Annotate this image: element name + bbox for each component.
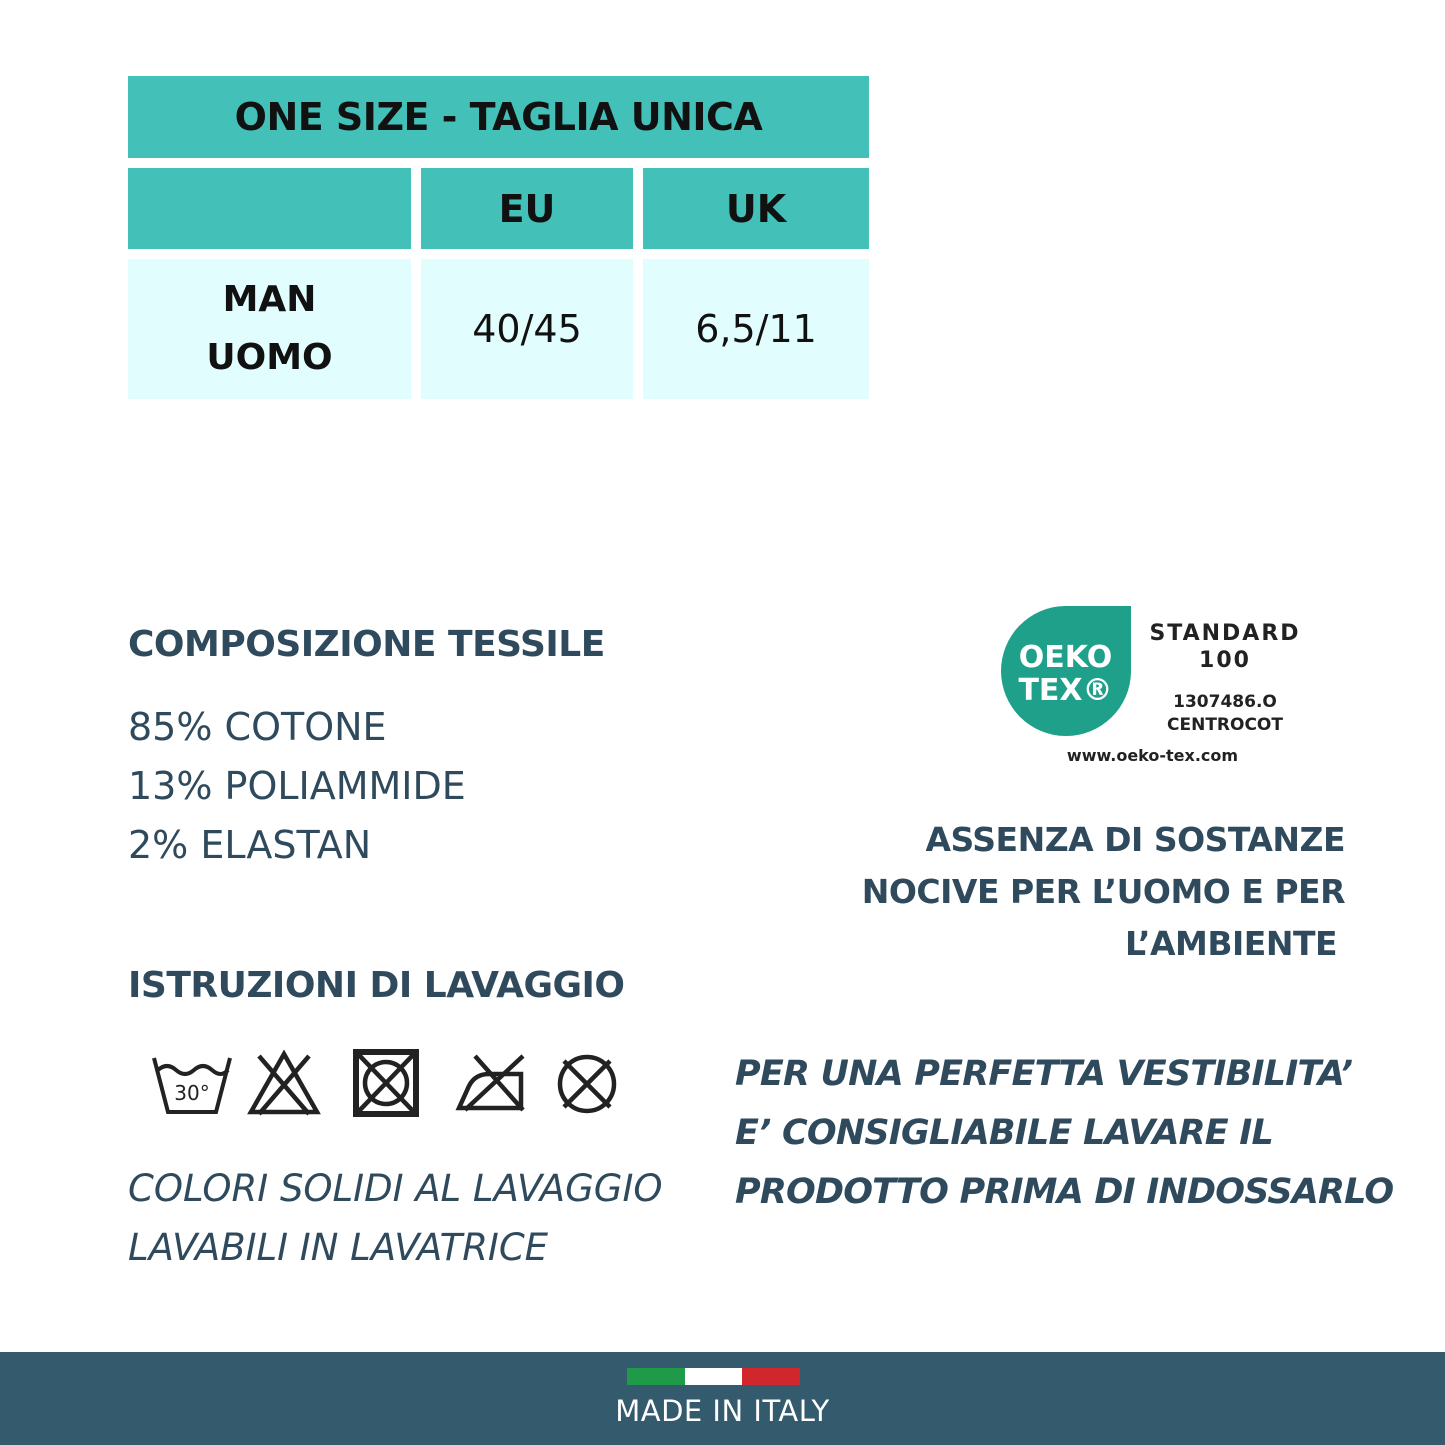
certification-description: L’AMBIENTE xyxy=(1125,924,1337,963)
oeko-certificate-code: 1307486.O xyxy=(1173,692,1277,712)
size-row-eu-value: 40/45 xyxy=(421,259,633,399)
size-row-label-it: UOMO xyxy=(206,337,333,378)
oeko-tex-logo-text: OEKO xyxy=(1018,640,1113,675)
washing-title: ISTRUZIONI DI LAVAGGIO xyxy=(128,965,625,1006)
flag-stripe-white xyxy=(685,1368,743,1385)
no-dry-clean-icon xyxy=(554,1048,620,1118)
oeko-standard-label: STANDARD xyxy=(1149,621,1301,646)
composition-title: COMPOSIZIONE TESSILE xyxy=(128,624,605,665)
oeko-standard-number: 100 xyxy=(1199,648,1251,673)
fit-advice: PER UNA PERFETTA VESTIBILITA’ xyxy=(735,1054,1353,1094)
composition-item: 13% POLIAMMIDE xyxy=(128,764,466,808)
size-row-label-en: MAN xyxy=(222,279,317,320)
flag-stripe-red xyxy=(742,1368,800,1385)
no-tumble-dry-icon xyxy=(352,1048,420,1118)
size-table-header-empty xyxy=(128,168,411,249)
care-note: COLORI SOLIDI AL LAVAGGIO xyxy=(128,1167,663,1210)
size-row-uk-value: 6,5/11 xyxy=(643,259,869,399)
certification-description: NOCIVE PER L’UOMO E PER xyxy=(861,872,1345,911)
italian-flag-icon xyxy=(627,1368,800,1385)
size-table-header-eu: EU xyxy=(421,168,633,249)
oeko-tex-logo-text: TEX® xyxy=(1018,673,1113,708)
oeko-tex-url: www.oeko-tex.com xyxy=(1066,746,1239,765)
fit-advice: PRODOTTO PRIMA DI INDOSSARLO xyxy=(735,1172,1394,1212)
wash-temperature-label: 30° xyxy=(174,1081,210,1105)
composition-item: 2% ELASTAN xyxy=(128,823,372,867)
no-iron-icon xyxy=(455,1048,529,1118)
composition-item: 85% COTONE xyxy=(128,705,387,749)
care-note: LAVABILI IN LAVATRICE xyxy=(128,1226,549,1269)
oeko-certificate-lab: CENTROCOT xyxy=(1167,715,1283,735)
no-bleach-icon xyxy=(247,1048,321,1118)
certification-description: ASSENZA DI SOSTANZE xyxy=(925,820,1345,859)
fit-advice: E’ CONSIGLIABILE LAVARE IL xyxy=(735,1113,1273,1153)
flag-stripe-green xyxy=(627,1368,685,1385)
made-in-italy-label: MADE IN ITALY xyxy=(615,1394,830,1428)
size-row-label xyxy=(128,259,411,399)
size-table-header-uk: UK xyxy=(643,168,869,249)
wash-30-icon xyxy=(150,1048,234,1118)
size-table-title: ONE SIZE - TAGLIA UNICA xyxy=(128,76,869,158)
